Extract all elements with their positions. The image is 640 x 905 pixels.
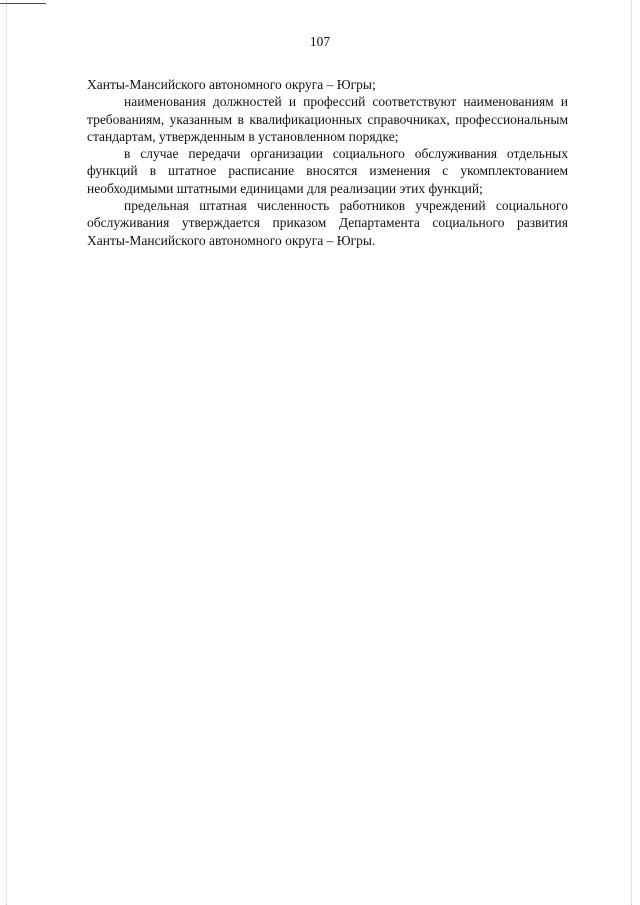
page-number: 107: [309, 34, 331, 49]
paragraph-staff-limit: предельная штатная численность работников учреждений социального обслуживания утверждается приказом Департамента социального развития Ханты-Мансийского автономного округа – Югры.: [87, 198, 568, 248]
document-body: [87, 76, 568, 249]
paragraph-job-titles: наименования должностей и профессий соответствуют наименованиям и требованиям, указанным в квалификационных справочниках, профессиональным стандартам, утвержденным в установленном порядке;: [87, 94, 568, 144]
paragraph-function-transfer: в случае передачи организации социального обслуживания отдельных функций в штатное расписание вносятся изменения с укомплектованием необходимыми штатными единицами для реализации этих функций;: [87, 146, 568, 196]
scan-edge-left: [6, 0, 8, 905]
paragraph-continuation: Ханты-Мансийского автономного округа – Югры;: [87, 77, 376, 92]
scan-edge-right: [631, 0, 633, 905]
